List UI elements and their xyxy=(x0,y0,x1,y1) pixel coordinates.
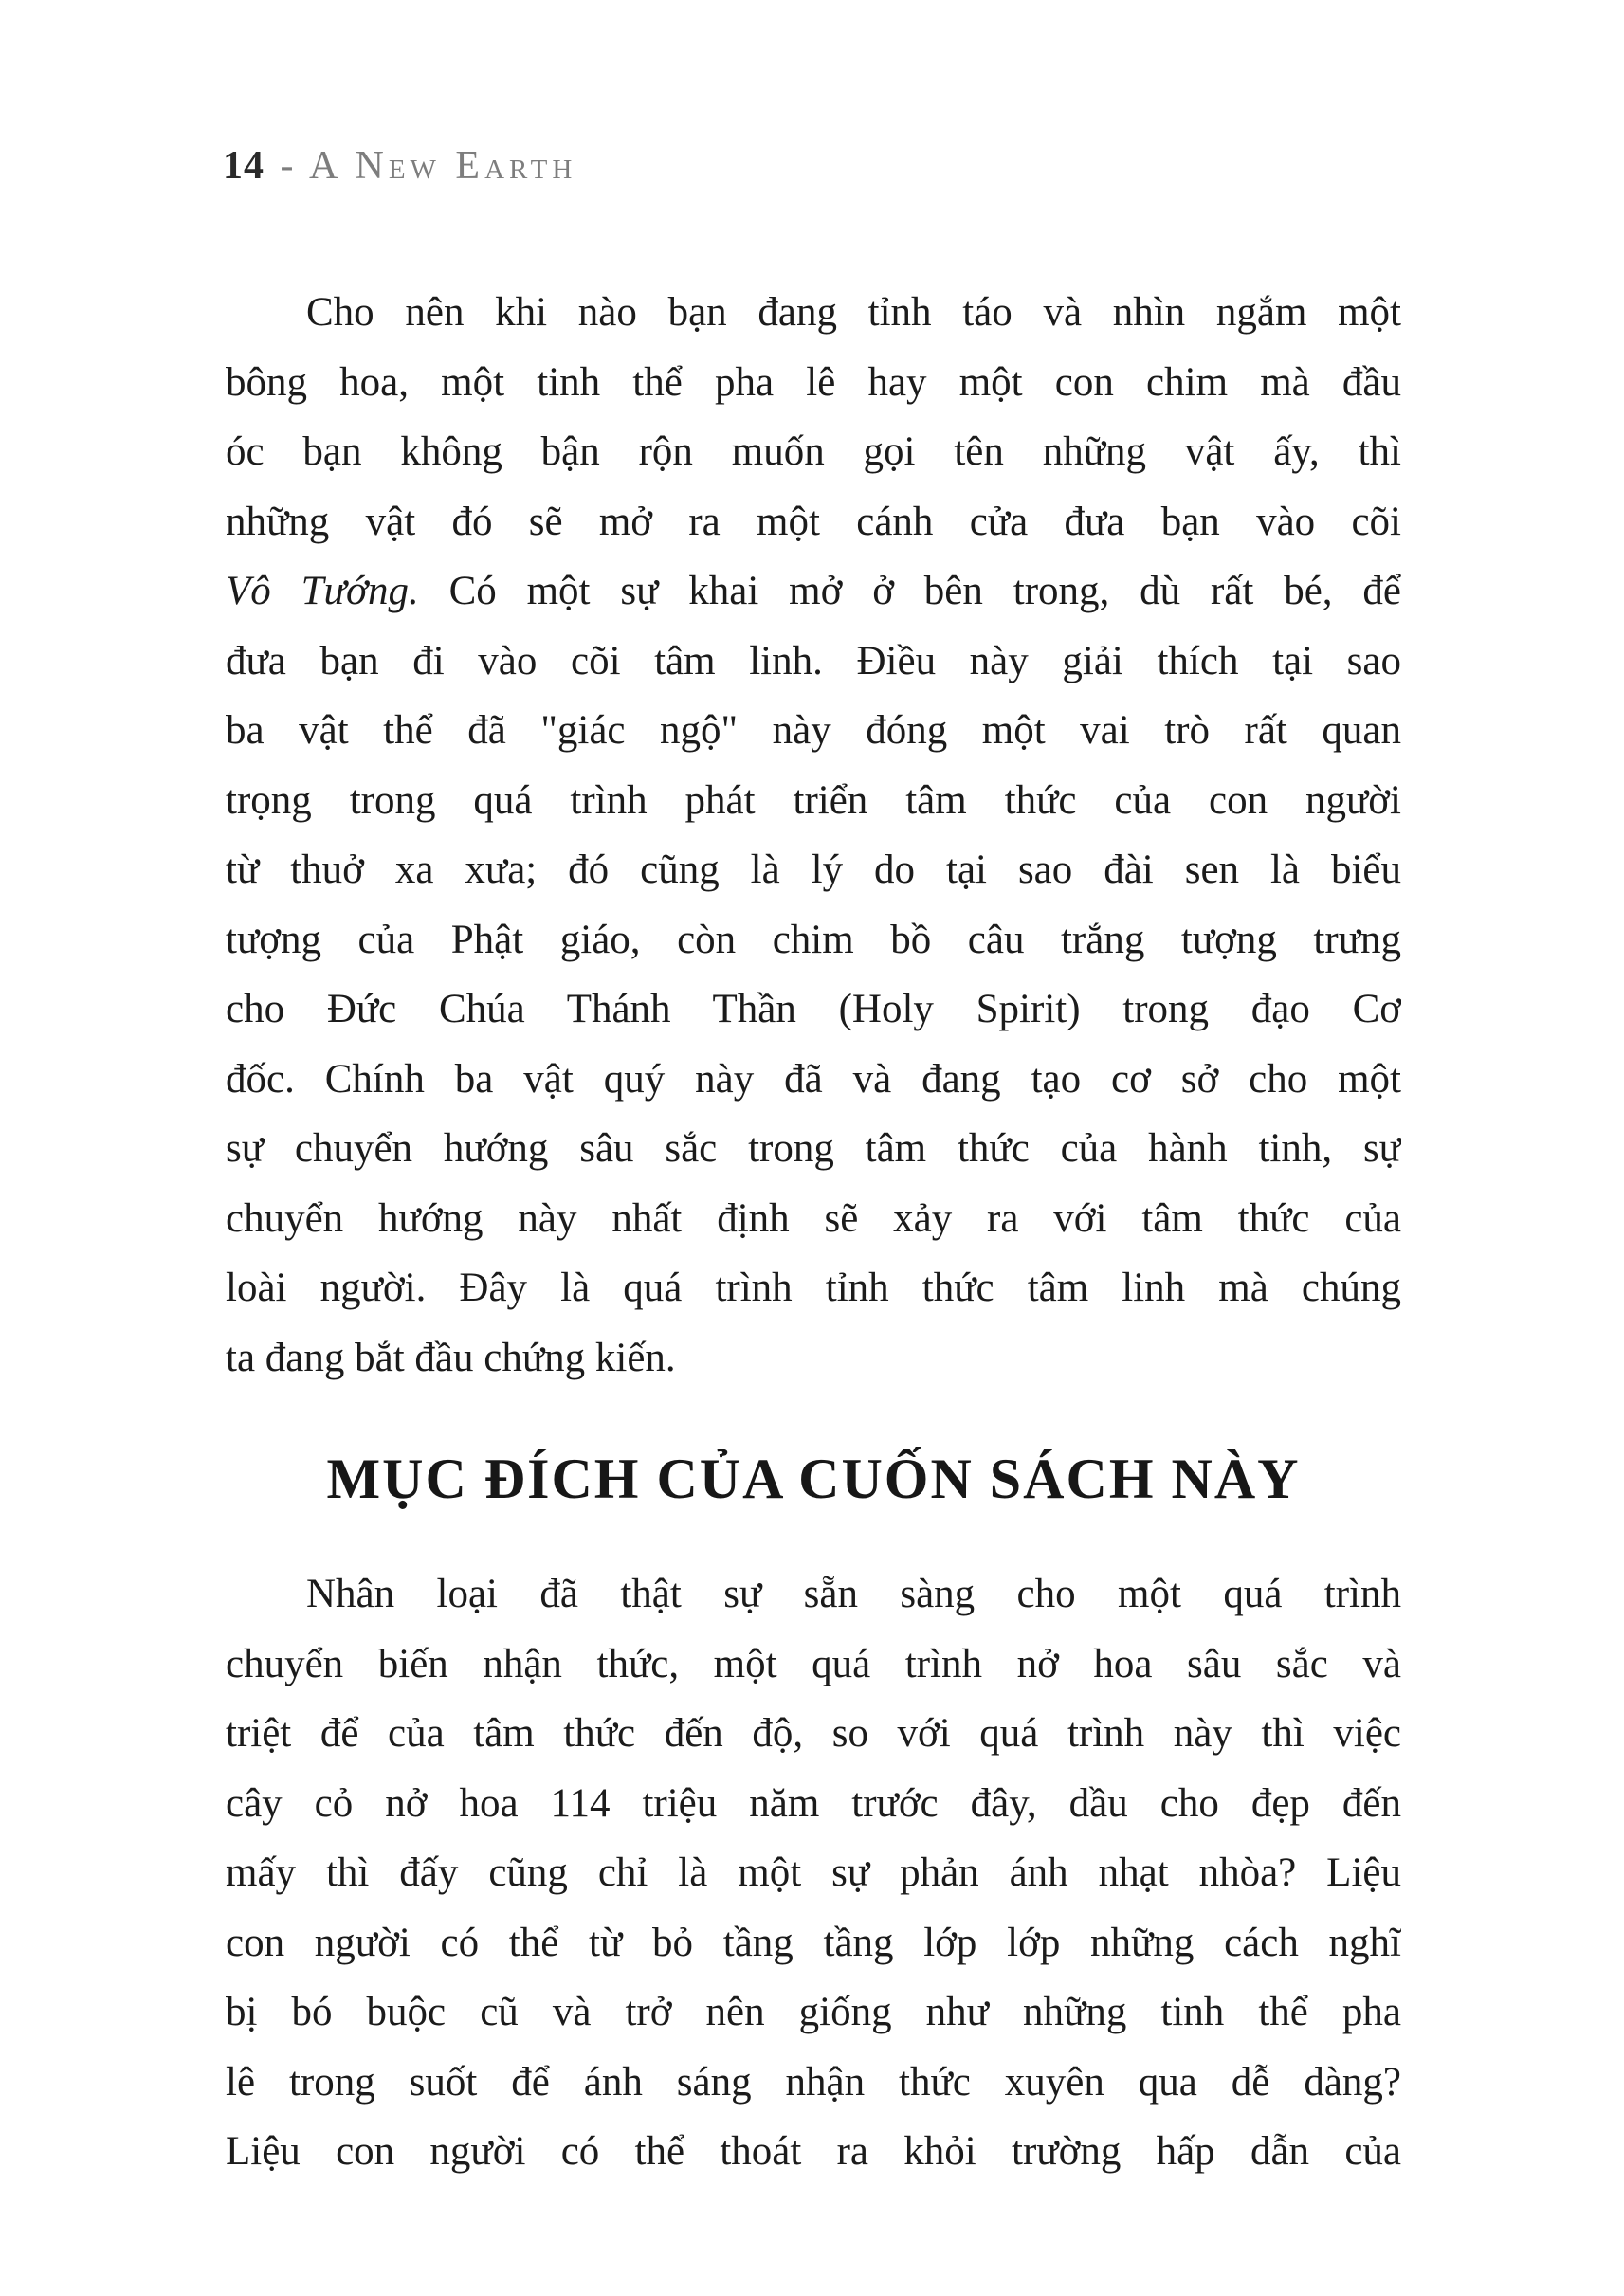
text-line: loài người. Đây là quá trình tỉnh thức tâm linh mà chúng xyxy=(226,1266,1401,1310)
paragraph-1 xyxy=(226,278,1401,1393)
text-column xyxy=(226,278,1401,2187)
text-line: ba vật thể đã "giác ngộ" này đóng một vai trò rất quan xyxy=(226,708,1401,753)
text-line: Nhân loại đã thật sự sẵn sàng cho một quá trình xyxy=(306,1572,1401,1616)
text-line: ta đang bắt đầu chứng kiến. xyxy=(226,1335,676,1380)
text-line: trọng trong quá trình phát triển tâm thức của con người xyxy=(226,777,1401,823)
text-line: chuyển hướng này nhất định sẽ xảy ra với tâm thức của xyxy=(226,1195,1401,1241)
text-line: Vô Tướng. Có một sự khai mở ở bên trong, dù rất bé, để xyxy=(226,569,1401,613)
text-line: triệt để của tâm thức đến độ, so với quá trình này thì việc xyxy=(226,1711,1401,1756)
book-title: A New Earth xyxy=(309,144,577,188)
text-line: óc bạn không bận rộn muốn gọi tên những vật ấy, thì xyxy=(226,429,1401,474)
text-line: cho Đức Chúa Thánh Thần (Holy Spirit) trong đạo Cơ xyxy=(226,987,1401,1031)
page-number: 14 xyxy=(223,144,265,188)
text-line: bị bó buộc cũ và trở nên giống như những tinh thể pha xyxy=(226,1990,1401,2034)
text-line: những vật đó sẽ mở ra một cánh cửa đưa bạn vào cõi xyxy=(226,499,1401,544)
text-line: cây cỏ nở hoa 114 triệu năm trước đây, dầu cho đẹp đến xyxy=(226,1780,1401,1826)
text-line: sự chuyển hướng sâu sắc trong tâm thức của hành tinh, sự xyxy=(226,1126,1401,1171)
text-line: Cho nên khi nào bạn đang tỉnh táo và nhìn ngắm một xyxy=(306,290,1401,335)
text-line: đốc. Chính ba vật quý này đã và đang tạo cơ sở cho một xyxy=(226,1056,1401,1102)
text-line: đưa bạn đi vào cõi tâm linh. Điều này giải thích tại sao xyxy=(226,638,1401,683)
text-line: lê trong suốt để ánh sáng nhận thức xuyên qua dễ dàng? xyxy=(226,2059,1401,2105)
section-heading: MỤC ĐÍCH CỦA CUỐN SÁCH NÀY xyxy=(326,1448,1301,1510)
text-line: con người có thể từ bỏ tầng tầng lớp lớp những cách nghĩ xyxy=(226,1920,1401,1965)
text-line: tượng của Phật giáo, còn chim bồ câu trắng tượng trưng xyxy=(226,917,1401,962)
text-line: chuyển biến nhận thức, một quá trình nở hoa sâu sắc và xyxy=(226,1641,1401,1686)
text-line: bông hoa, một tinh thể pha lê hay một con chim mà đầu xyxy=(226,359,1401,405)
header-separator: - xyxy=(280,144,294,188)
text-line: Liệu con người có thể thoát ra khỏi trường hấp dẫn của xyxy=(226,2129,1401,2174)
italic-phrase: Vô Tướng. xyxy=(226,569,419,613)
text-line: từ thuở xa xưa; đó cũng là lý do tại sao đài sen là biểu xyxy=(226,847,1401,892)
paragraph-2 xyxy=(226,1559,1401,2187)
text-line: mấy thì đấy cũng chỉ là một sự phản ánh nhạt nhòa? Liệu xyxy=(226,1850,1401,1895)
running-header xyxy=(223,144,576,188)
